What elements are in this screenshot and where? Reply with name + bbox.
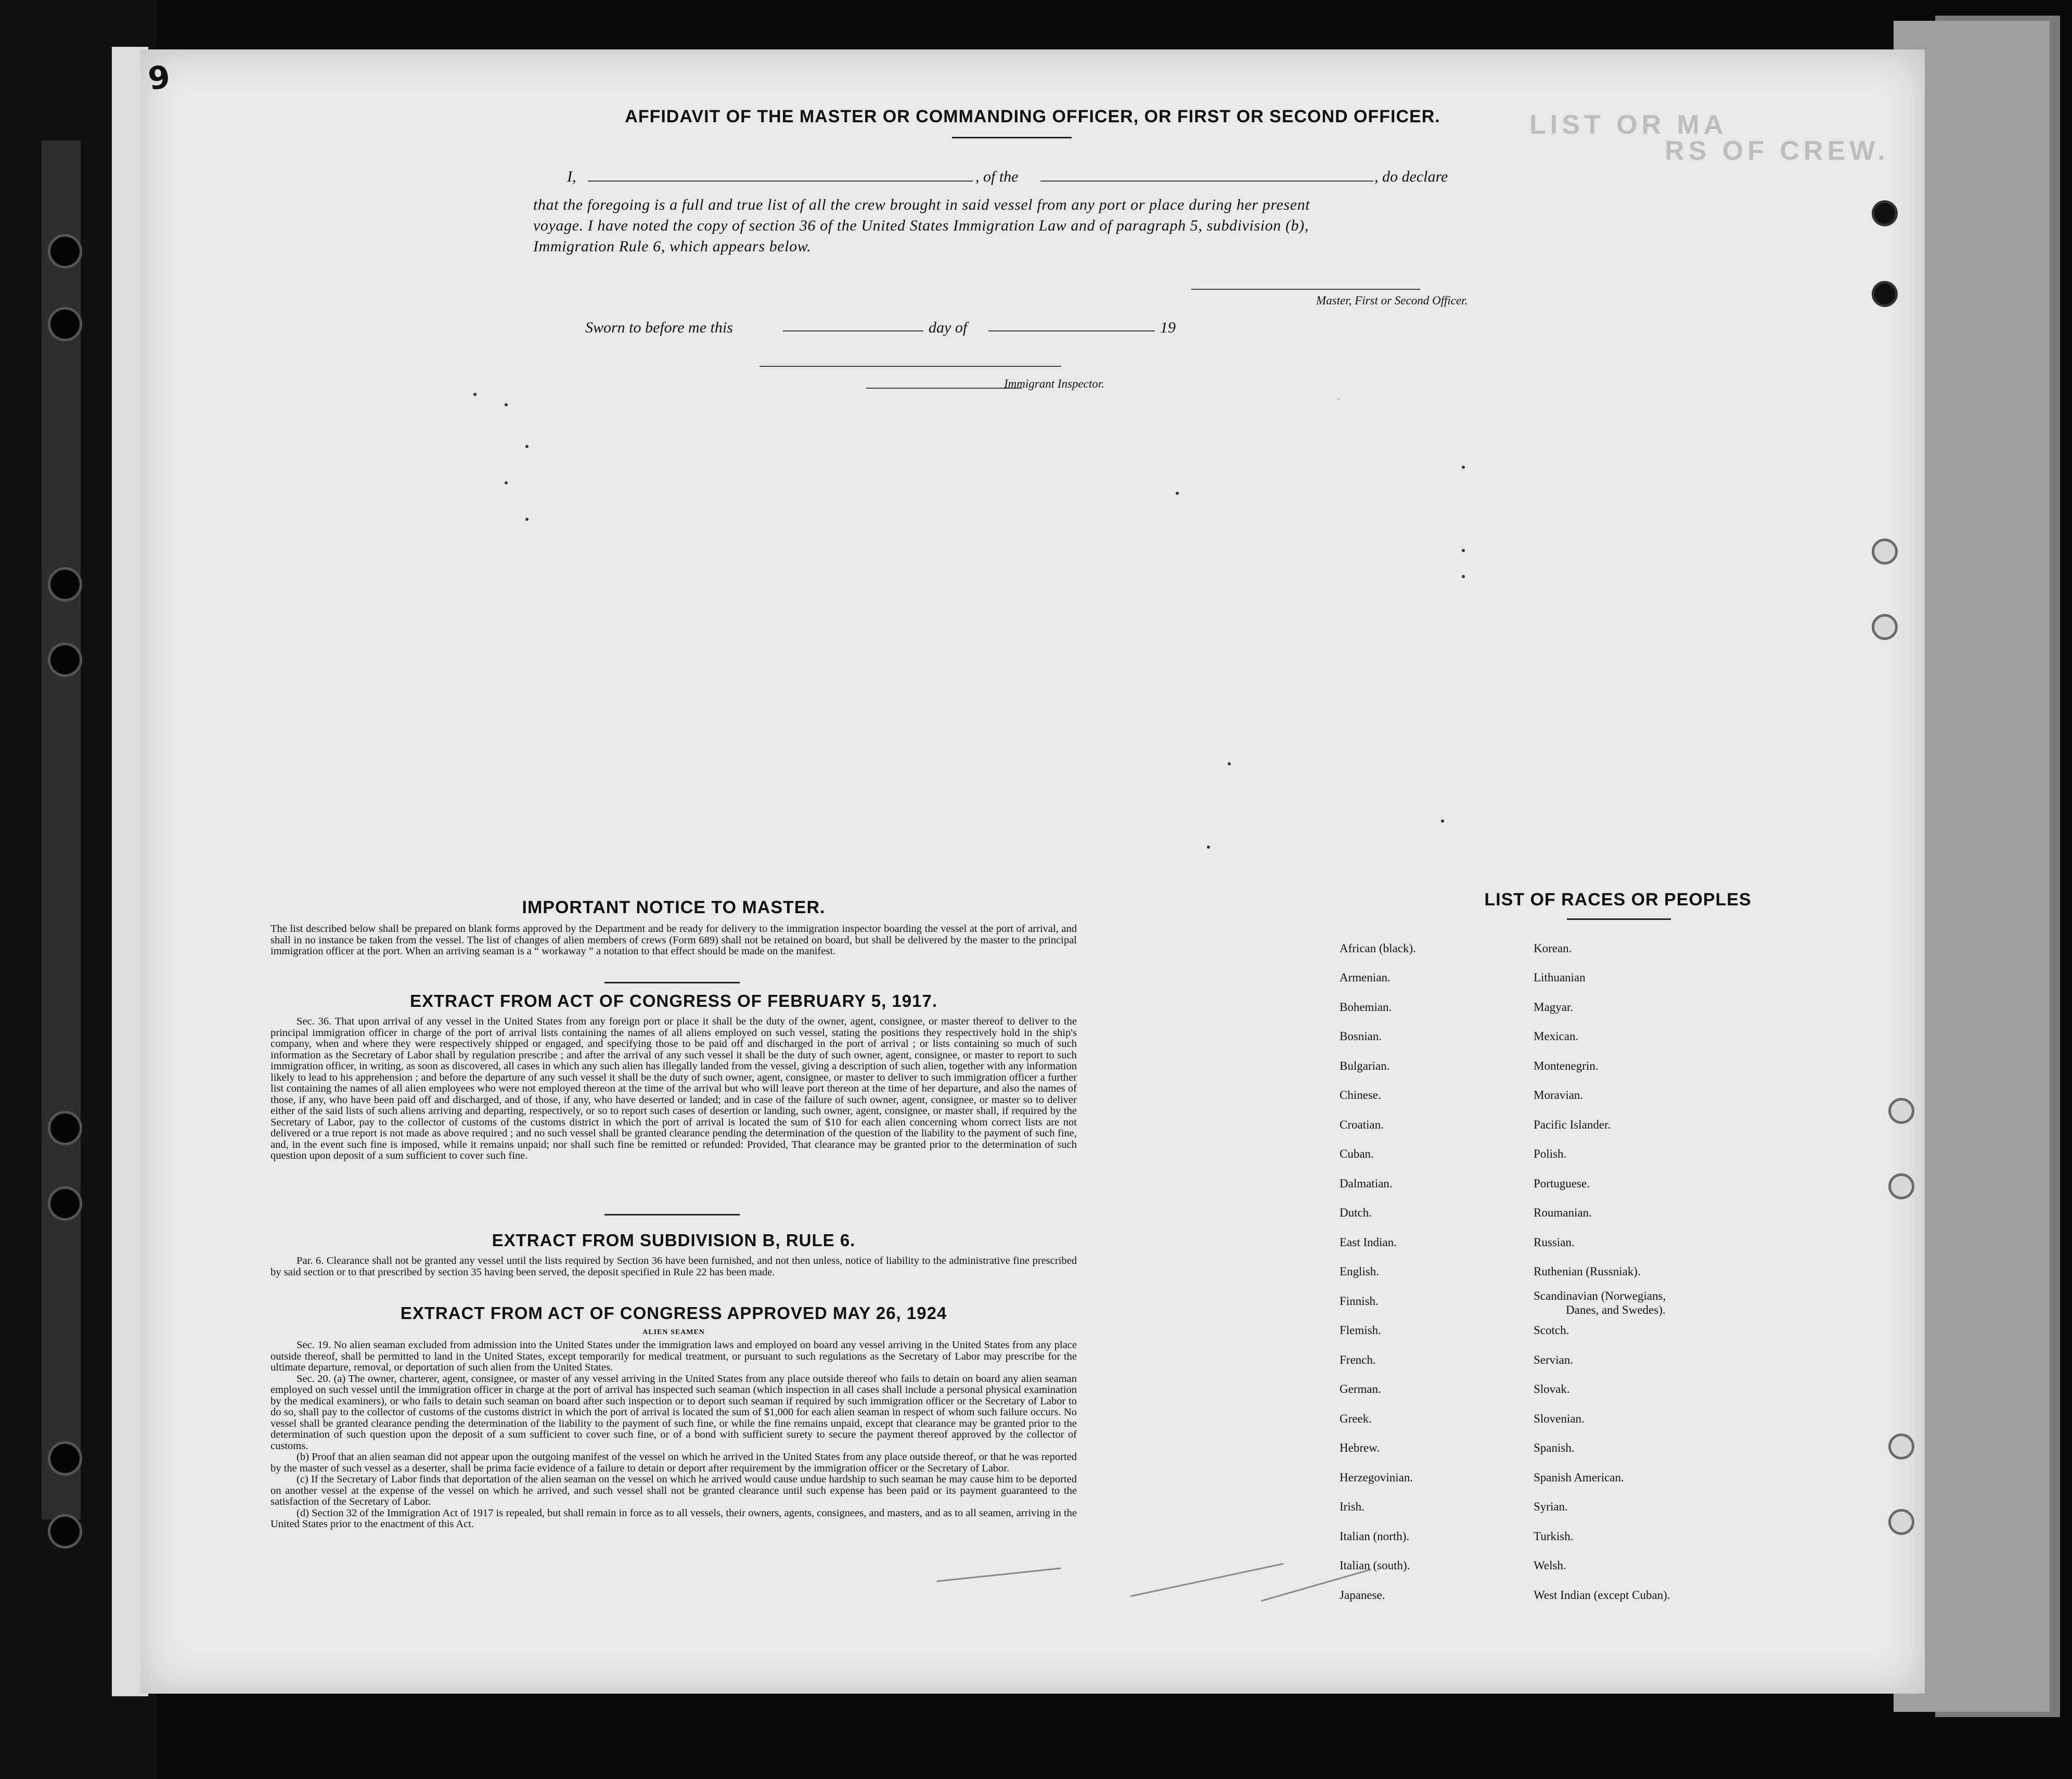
sec-20d-text: (d) Section 32 of the Immigration Act of 1917 is repealed, but shall remain in force as to all vessels, their owners, agents, consignees, and masters, and as to all seamen, arriving in the United States prior to the enactment of this Act. xyxy=(271,1507,1077,1530)
binder-strip xyxy=(42,140,81,1519)
divider xyxy=(952,137,1072,138)
handwritten-mark xyxy=(937,1567,1061,1582)
race-left: African (black). xyxy=(1340,942,1416,955)
bleed-dot xyxy=(505,403,508,406)
bleed-dot xyxy=(1207,846,1210,849)
race-right: Slovenian. xyxy=(1534,1412,1585,1425)
race-left: Finnish. xyxy=(1340,1295,1379,1308)
sec-20a-text: Sec. 20. (a) The owner, charterer, agent, consignee, or master of any vessel arriving in the United States from any place outside thereof who fails to detain on board any alien seaman employed on such vessel until the immigration officer in charge at the port of arrival has inspected such seaman (which inspection in all cases shall include a personal physical examination by the medical examiners), or who fails to detain such seaman on board after such inspection or to deport such seaman if required by such immigration officer or the Secretary of Labor to do so, shall pay to the collector of customs of the customs district in which the port of arrival is located the sum of $1,000 for each alien seaman in respect of whom such failure occurs. No vessel shall be granted clearance pending the determination of the liability to the payment of such fine, or while the fine remains unpaid, except that clearance may be granted prior to the determination of such question upon the deposit of a sum sufficient to cover such fine, or of a bond with sufficient surety to secure the payment thereof approved by the collector of customs. xyxy=(271,1373,1077,1452)
binder-hole xyxy=(48,1441,82,1476)
extract-1924-subtitle: ALIEN SEAMEN xyxy=(642,1328,705,1336)
affidavit-pronoun: I, xyxy=(567,168,576,185)
race-left: German. xyxy=(1340,1383,1381,1396)
race-left: Italian (north). xyxy=(1340,1530,1410,1543)
sworn-label: Sworn to before me this xyxy=(585,319,733,336)
race-right: Ruthenian (Russniak). xyxy=(1534,1265,1641,1278)
signature-line xyxy=(1191,289,1420,290)
race-left: Croatian. xyxy=(1340,1118,1384,1131)
bleed-through-text: LIST OR MA xyxy=(1529,110,1728,140)
binder-hole xyxy=(48,643,82,677)
race-left: Cuban. xyxy=(1340,1147,1374,1160)
day-of-label: day of xyxy=(929,319,968,336)
race-left: Japanese. xyxy=(1340,1589,1385,1602)
document-page xyxy=(140,49,1925,1694)
punch-hole xyxy=(1888,1098,1914,1124)
bleed-dot xyxy=(1441,820,1444,823)
races-title: LIST OF RACES OR PEOPLES xyxy=(1484,890,1752,910)
binder-hole xyxy=(48,1186,82,1221)
notice-text: The list described below shall be prepared on blank forms approved by the Department and be ready for delivery to the immigration inspector boarding the vessel at the port of arrival, and shall in no instance be taken from the vessel. The list of changes of alien members of crews (Form 689) shall not be retained on board, but shall be delivered by the master to the principal immigration officer at the port. When an arriving seaman is a “ workaway ” a notation to that effect should be made on the manifest. xyxy=(271,923,1077,957)
divider xyxy=(604,1214,740,1215)
divider xyxy=(604,982,740,983)
race-right: Spanish. xyxy=(1534,1441,1575,1454)
punch-hole xyxy=(1872,539,1898,565)
month-blank-line xyxy=(988,330,1155,331)
race-left: Hebrew. xyxy=(1340,1441,1380,1454)
bleed-dot xyxy=(1228,762,1231,765)
bleed-dot xyxy=(1176,492,1179,495)
affidavit-line-3: voyage. I have noted the copy of section 36 of the United States Immigration Law and of paragraph 5, subdivision (b), xyxy=(533,217,1309,234)
binder-hole xyxy=(48,1111,82,1145)
race-left: Greek. xyxy=(1340,1412,1372,1425)
race-right: Scotch. xyxy=(1534,1324,1569,1337)
affidavit-title: AFFIDAVIT OF THE MASTER OR COMMANDING OFFICER, OR FIRST OR SECOND OFFICER. xyxy=(625,107,1440,126)
race-left: English. xyxy=(1340,1265,1380,1278)
divider xyxy=(1567,918,1671,920)
extract-1917-text: Sec. 36. That upon arrival of any vessel in the United States from any foreign port or place it shall be the duty of the owner, agent, consignee, or master thereof to deliver to the principal immigration officer in charge of the port of arrival lists containing the names of all aliens employed on such vessel, stating the positions they respectively hold in the ship's company, when and where they were respectively shipped or engaged, and specifying those to be paid off and discharged in the port of arrival ; or lists containing so much of such information as the Secretary of Labor shall by regulation prescribe ; and after the arrival of any such vessel it shall be the duty of such owner, agent, consignee, or master to report to such immigration officer, in writing, as soon as discovered, all cases in which any such alien has illegally landed from the vessel, giving a description of such alien, together with any information likely to lead to his apprehension ; and before the departure of any such vessel it shall be the duty of such owner, agent, consignee, or master to deliver to such immigration officer a further list containing the names of all alien employees who were not employed thereon at the time of the arrival but who will leave port thereon at the time of her departure, and also the names of those, if any, who have been paid off and discharged, and of those, if any, who have deserted or landed; and in case of the failure of such owner, agent, consignee, or master so to deliver either of the said lists of such aliens arriving and departing, respectively, or so to report such cases of desertion or landing, such owner, agent, consignee, or master shall, if required by the Secretary of Labor, pay to the collector of customs of the customs district in which the port of arrival is located the sum of $10 for each alien concerning whom correct lists are not delivered or a true report is not made as above required ; and no such vessel shall be granted clearance pending the determination of the question of the liability to the payment of such fine, and, in the event such fine is imposed, while it remains unpaid; nor shall such fine be remitted or refunded: Provided, That clearance may be granted prior to the determination of such question upon deposit of a sum sufficient to cover such fine. xyxy=(271,1016,1077,1161)
race-left: Bulgarian. xyxy=(1340,1059,1390,1072)
day-blank-line xyxy=(783,330,923,331)
affidavit-do-declare: , do declare xyxy=(1374,168,1448,185)
race-right: Scandinavian (Norwegians, xyxy=(1534,1289,1666,1302)
race-left: East Indian. xyxy=(1340,1236,1397,1249)
race-right: Spanish American. xyxy=(1534,1471,1624,1484)
race-left: Armenian. xyxy=(1340,971,1391,984)
inspector-line-2 xyxy=(866,388,1022,389)
race-right-continuation: Danes, and Swedes). xyxy=(1566,1303,1666,1316)
race-right: Slovak. xyxy=(1534,1383,1570,1396)
signature-label: Master, First or Second Officer. xyxy=(1316,294,1468,307)
binder-hole xyxy=(48,567,82,601)
binder-hole xyxy=(48,307,82,341)
race-right: Korean. xyxy=(1534,942,1572,955)
bleed-dot xyxy=(473,393,477,396)
punch-hole xyxy=(1888,1509,1914,1535)
punch-hole xyxy=(1872,281,1898,307)
race-left: Dutch. xyxy=(1340,1206,1372,1219)
race-right: Moravian. xyxy=(1534,1089,1584,1102)
race-left: Irish. xyxy=(1340,1500,1365,1513)
race-right: Magyar. xyxy=(1534,1001,1574,1014)
bleed-through-text: RS OF CREW. xyxy=(1665,136,1889,166)
vessel-blank-line xyxy=(1040,181,1373,182)
race-right: Russian. xyxy=(1534,1236,1575,1249)
name-blank-line xyxy=(588,181,973,182)
extract-1924-body xyxy=(271,1340,1077,1530)
race-right: Mexican. xyxy=(1534,1030,1579,1043)
race-left: Italian (south). xyxy=(1340,1559,1410,1572)
bleed-dot xyxy=(1462,549,1465,552)
page-number: 9 xyxy=(146,58,173,98)
sec-20c-text: (c) If the Secretary of Labor finds that deportation of the alien seaman on the vessel on which he arrived would cause undue hardship to such seaman he may cause him to be deported on another vessel at the expense of the vessel on which he arrived, and such vessel shall not be granted clearance until such expense has been paid or its payment guaranteed to the satisfaction of the Secretary of Labor. xyxy=(271,1474,1077,1507)
punch-hole xyxy=(1888,1173,1914,1199)
race-left: Bosnian. xyxy=(1340,1030,1382,1043)
notice-title: IMPORTANT NOTICE TO MASTER. xyxy=(522,898,826,917)
extract-1924-title: EXTRACT FROM ACT OF CONGRESS APPROVED MAY 26, 1924 xyxy=(400,1303,947,1323)
race-right: West Indian (except Cuban). xyxy=(1534,1589,1670,1602)
binder-hole xyxy=(48,234,82,268)
affidavit-line-2: that the foregoing is a full and true list of all the crew brought in said vessel from any port or place during her present xyxy=(533,196,1310,213)
extract-1917-title: EXTRACT FROM ACT OF CONGRESS OF FEBRUARY 5, 1917. xyxy=(409,991,938,1010)
race-right: Montenegrin. xyxy=(1534,1059,1599,1072)
race-right: Polish. xyxy=(1534,1147,1567,1160)
binder-hole xyxy=(48,1514,82,1548)
sec-20b-text: (b) Proof that an alien seaman did not appear upon the outgoing manifest of the vessel on which he arrived in the United States from any place outside thereof, or that he was reported by the master of such vessel as a deserter, shall be prima facie evidence of a failure to detain or deport after requirement by the immigration officer or the Secretary of Labor. xyxy=(271,1451,1077,1474)
handwritten-mark xyxy=(1130,1563,1283,1597)
bleed-dot xyxy=(1462,575,1465,578)
punch-hole xyxy=(1872,614,1898,640)
affidavit-of-the: , of the xyxy=(975,168,1019,185)
bleed-dot xyxy=(1462,466,1465,469)
bleed-dot xyxy=(505,481,508,484)
subdivision-title: EXTRACT FROM SUBDIVISION B, RULE 6. xyxy=(492,1231,856,1250)
race-left: Dalmatian. xyxy=(1340,1177,1393,1190)
affidavit-line-4: Immigration Rule 6, which appears below. xyxy=(533,238,812,255)
punch-hole xyxy=(1888,1434,1914,1460)
race-left: Bohemian. xyxy=(1340,1001,1392,1014)
race-right: Pacific Islander. xyxy=(1534,1118,1611,1131)
race-right: Syrian. xyxy=(1534,1500,1568,1513)
sec-19-text: Sec. 19. No alien seaman excluded from admission into the United States under the immigration laws and employed on board any vessel arriving in the United States from any place outside thereof, shall be permitted to land in the United States, except temporarily for medical treatment, or pursuant to such regulations as the Secretary of Labor may prescribe for the ultimate departure, removal, or deportation of such alien from the United States. xyxy=(271,1339,1077,1373)
race-right: Turkish. xyxy=(1534,1530,1574,1543)
bleed-through-text: . xyxy=(1337,388,1341,403)
race-left: Flemish. xyxy=(1340,1324,1381,1337)
race-left: French. xyxy=(1340,1353,1376,1366)
punch-hole xyxy=(1872,200,1898,226)
race-left: Herzegovinian. xyxy=(1340,1471,1413,1484)
race-right: Portuguese. xyxy=(1534,1177,1590,1190)
race-left: Chinese. xyxy=(1340,1089,1381,1102)
race-right: Roumanian. xyxy=(1534,1206,1592,1219)
inspector-label: Immigrant Inspector. xyxy=(1004,377,1104,390)
race-right: Welsh. xyxy=(1534,1559,1566,1572)
race-right: Lithuanian xyxy=(1534,971,1586,984)
bleed-dot xyxy=(525,518,529,521)
subdivision-text: Par. 6. Clearance shall not be granted any vessel until the lists required by Section 36 have been furnished, and not then unless, notice of liability to the administrative fine prescribed by said section or to that prescribed by section 35 having been served, the deposit specified in Rule 22 has been made. xyxy=(271,1255,1077,1278)
bleed-dot xyxy=(525,445,529,448)
inspector-line-1 xyxy=(760,366,1061,367)
year-prefix: 19 xyxy=(1160,319,1176,336)
race-right: Servian. xyxy=(1534,1353,1574,1366)
